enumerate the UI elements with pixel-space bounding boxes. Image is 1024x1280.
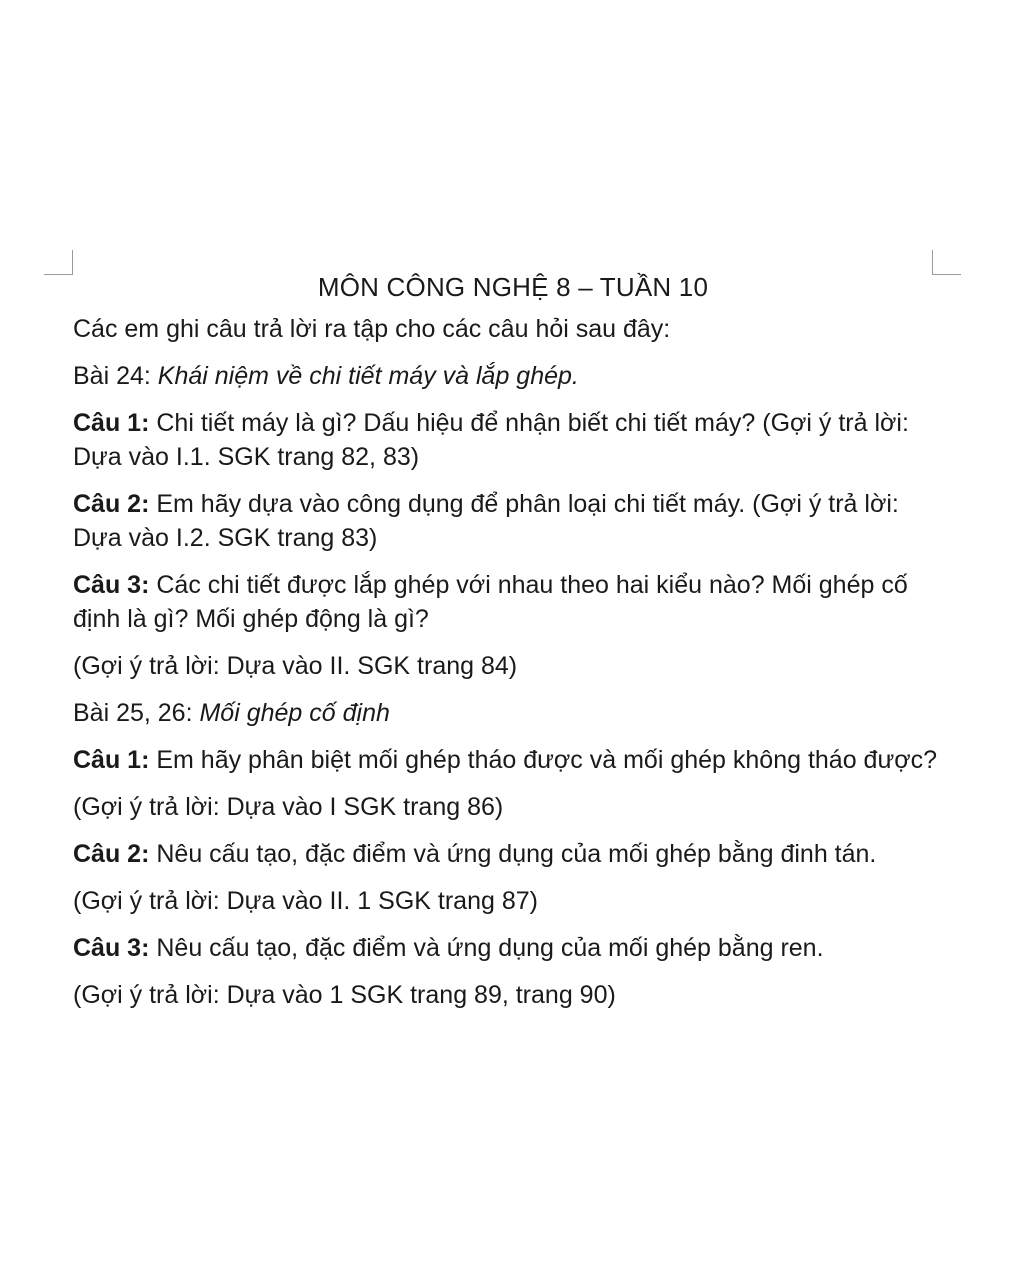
answer-hint: (Gợi ý trả lời: Dựa vào I SGK trang 86): [73, 793, 504, 821]
answer-hint: (Gợi ý trả lời: Dựa vào II. 1 SGK trang 87): [73, 887, 538, 915]
lesson-heading: [73, 696, 953, 730]
answer-hint: (Gợi ý trả lời: Dựa vào 1 SGK trang 89, trang 90): [73, 981, 616, 1009]
question-item: [73, 743, 953, 777]
question-text: Các chi tiết được lắp ghép với nhau theo hai kiểu nào? Mối ghép cố định là gì? Mối ghép động là gì?: [73, 571, 908, 633]
question-text: Nêu cấu tạo, đặc điểm và ứng dụng của mối ghép bằng đinh tán.: [156, 840, 877, 868]
question-label: Câu 1:: [73, 409, 150, 437]
question-text: Nêu cấu tạo, đặc điểm và ứng dụng của mối ghép bằng ren.: [156, 934, 824, 962]
question-item: [73, 487, 953, 555]
question-item: [73, 931, 953, 965]
answer-hint: (Gợi ý trả lời: Dựa vào II. SGK trang 84): [73, 652, 518, 680]
question-text: Em hãy dựa vào công dụng để phân loại chi tiết máy. (Gợi ý trả lời: Dựa vào I.2. SGK trang 83): [73, 490, 899, 552]
lesson-heading: [73, 359, 953, 393]
instruction-text: Các em ghi câu trả lời ra tập cho các câu hỏi sau đây:: [73, 315, 671, 343]
question-label: Câu 3:: [73, 934, 150, 962]
question-item: [73, 568, 953, 636]
document-body: [73, 270, 953, 1025]
page-corner-mark-left: [44, 250, 73, 275]
question-item: [73, 406, 953, 474]
lesson-label: Bài 25, 26:: [73, 699, 193, 727]
question-label: Câu 2:: [73, 490, 150, 518]
question-label: Câu 2:: [73, 840, 150, 868]
lesson-topic: Mối ghép cố định: [199, 699, 390, 727]
lesson-topic: Khái niệm về chi tiết máy và lắp ghép.: [157, 362, 579, 390]
lesson-label: Bài 24:: [73, 362, 151, 390]
page-title: MÔN CÔNG NGHỆ 8 – TUẦN 10: [317, 272, 709, 302]
question-text: Chi tiết máy là gì? Dấu hiệu để nhận biết chi tiết máy? (Gợi ý trả lời: Dựa vào I.1. SGK trang 82, 83): [73, 409, 909, 471]
question-item: [73, 837, 953, 871]
question-label: Câu 3:: [73, 571, 150, 599]
question-label: Câu 1:: [73, 746, 150, 774]
question-text: Em hãy phân biệt mối ghép tháo được và mối ghép không tháo được?: [156, 746, 937, 774]
